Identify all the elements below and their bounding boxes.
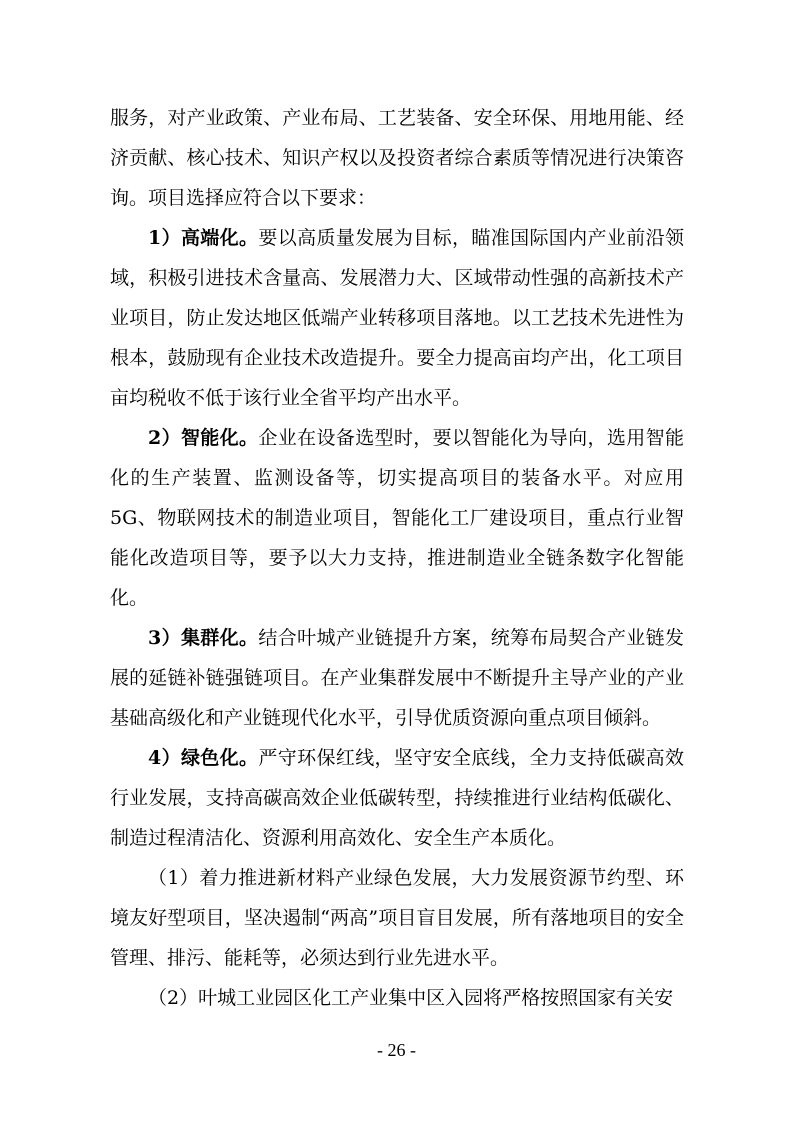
page-number: - 26 - — [377, 1040, 416, 1060]
paragraph-intelligent — [110, 418, 684, 618]
paragraph-cluster-body: 结合叶城产业链提升方案，统筹布局契合产业链发展的延链补链强链项目。在产业集群发展中不断提升主导产业的产业基础高级化和产业链现代化水平，引导优质资源向重点项目倾斜。 — [110, 627, 684, 729]
paragraph-green-body: 严守环保红线，坚守安全底线，全力支持低碳高效行业发展，支持高碳高效企业低碳转型，持续推进行业结构低碳化、制造过程清洁化、资源利用高效化、安全生产本质化。 — [110, 747, 684, 849]
paragraph-intelligent-body: 企业在设备选型时，要以智能化为导向，选用智能化的生产装置、监测设备等，切实提高项目的装备水平。对应用 5G、物联网技术的制造业项目，智能化工厂建设项目，重点行业智能化改造项目等，要予以大力支持，推进制造业全链条数字化智能化。 — [110, 427, 684, 609]
paragraph-intro: 服务，对产业政策、产业布局、工艺装备、安全环保、用地用能、经济贡献、核心技术、知识产权以及投资者综合素质等情况进行决策咨询。项目选择应符合以下要求： — [110, 107, 684, 209]
paragraph-cluster — [110, 618, 684, 738]
document-body — [110, 98, 684, 1018]
paragraph-new-materials: （1）着力推进新材料产业绿色发展，大力发展资源节约型、环境友好型项目，坚决遏制“两高”项目盲目发展，所有落地项目的安全管理、排污、能耗等，必须达到行业先进水平。 — [110, 867, 684, 969]
heading-cluster: 3）集群化。 — [148, 627, 259, 649]
paragraph-chemical-park: （2）叶城工业园区化工产业集中区入园将严格按照国家有关安 — [148, 987, 674, 1009]
paragraph-high-end-body: 要以高质量发展为目标，瞄准国际国内产业前沿领域，积极引进技术含量高、发展潜力大、区域带动性强的高新技术产业项目，防止发达地区低端产业转移项目落地。以工艺技术先进性为根本，鼓励现有企业技术改造提升。要全力提高亩均产出，化工项目亩均税收不低于该行业全省平均产出水平。 — [110, 227, 684, 409]
heading-green: 4）绿色化。 — [148, 747, 259, 769]
heading-intelligent: 2）智能化。 — [148, 427, 259, 449]
paragraph-high-end — [110, 218, 684, 418]
heading-high-end: 1）高端化。 — [148, 227, 259, 249]
paragraph-green — [110, 738, 684, 858]
